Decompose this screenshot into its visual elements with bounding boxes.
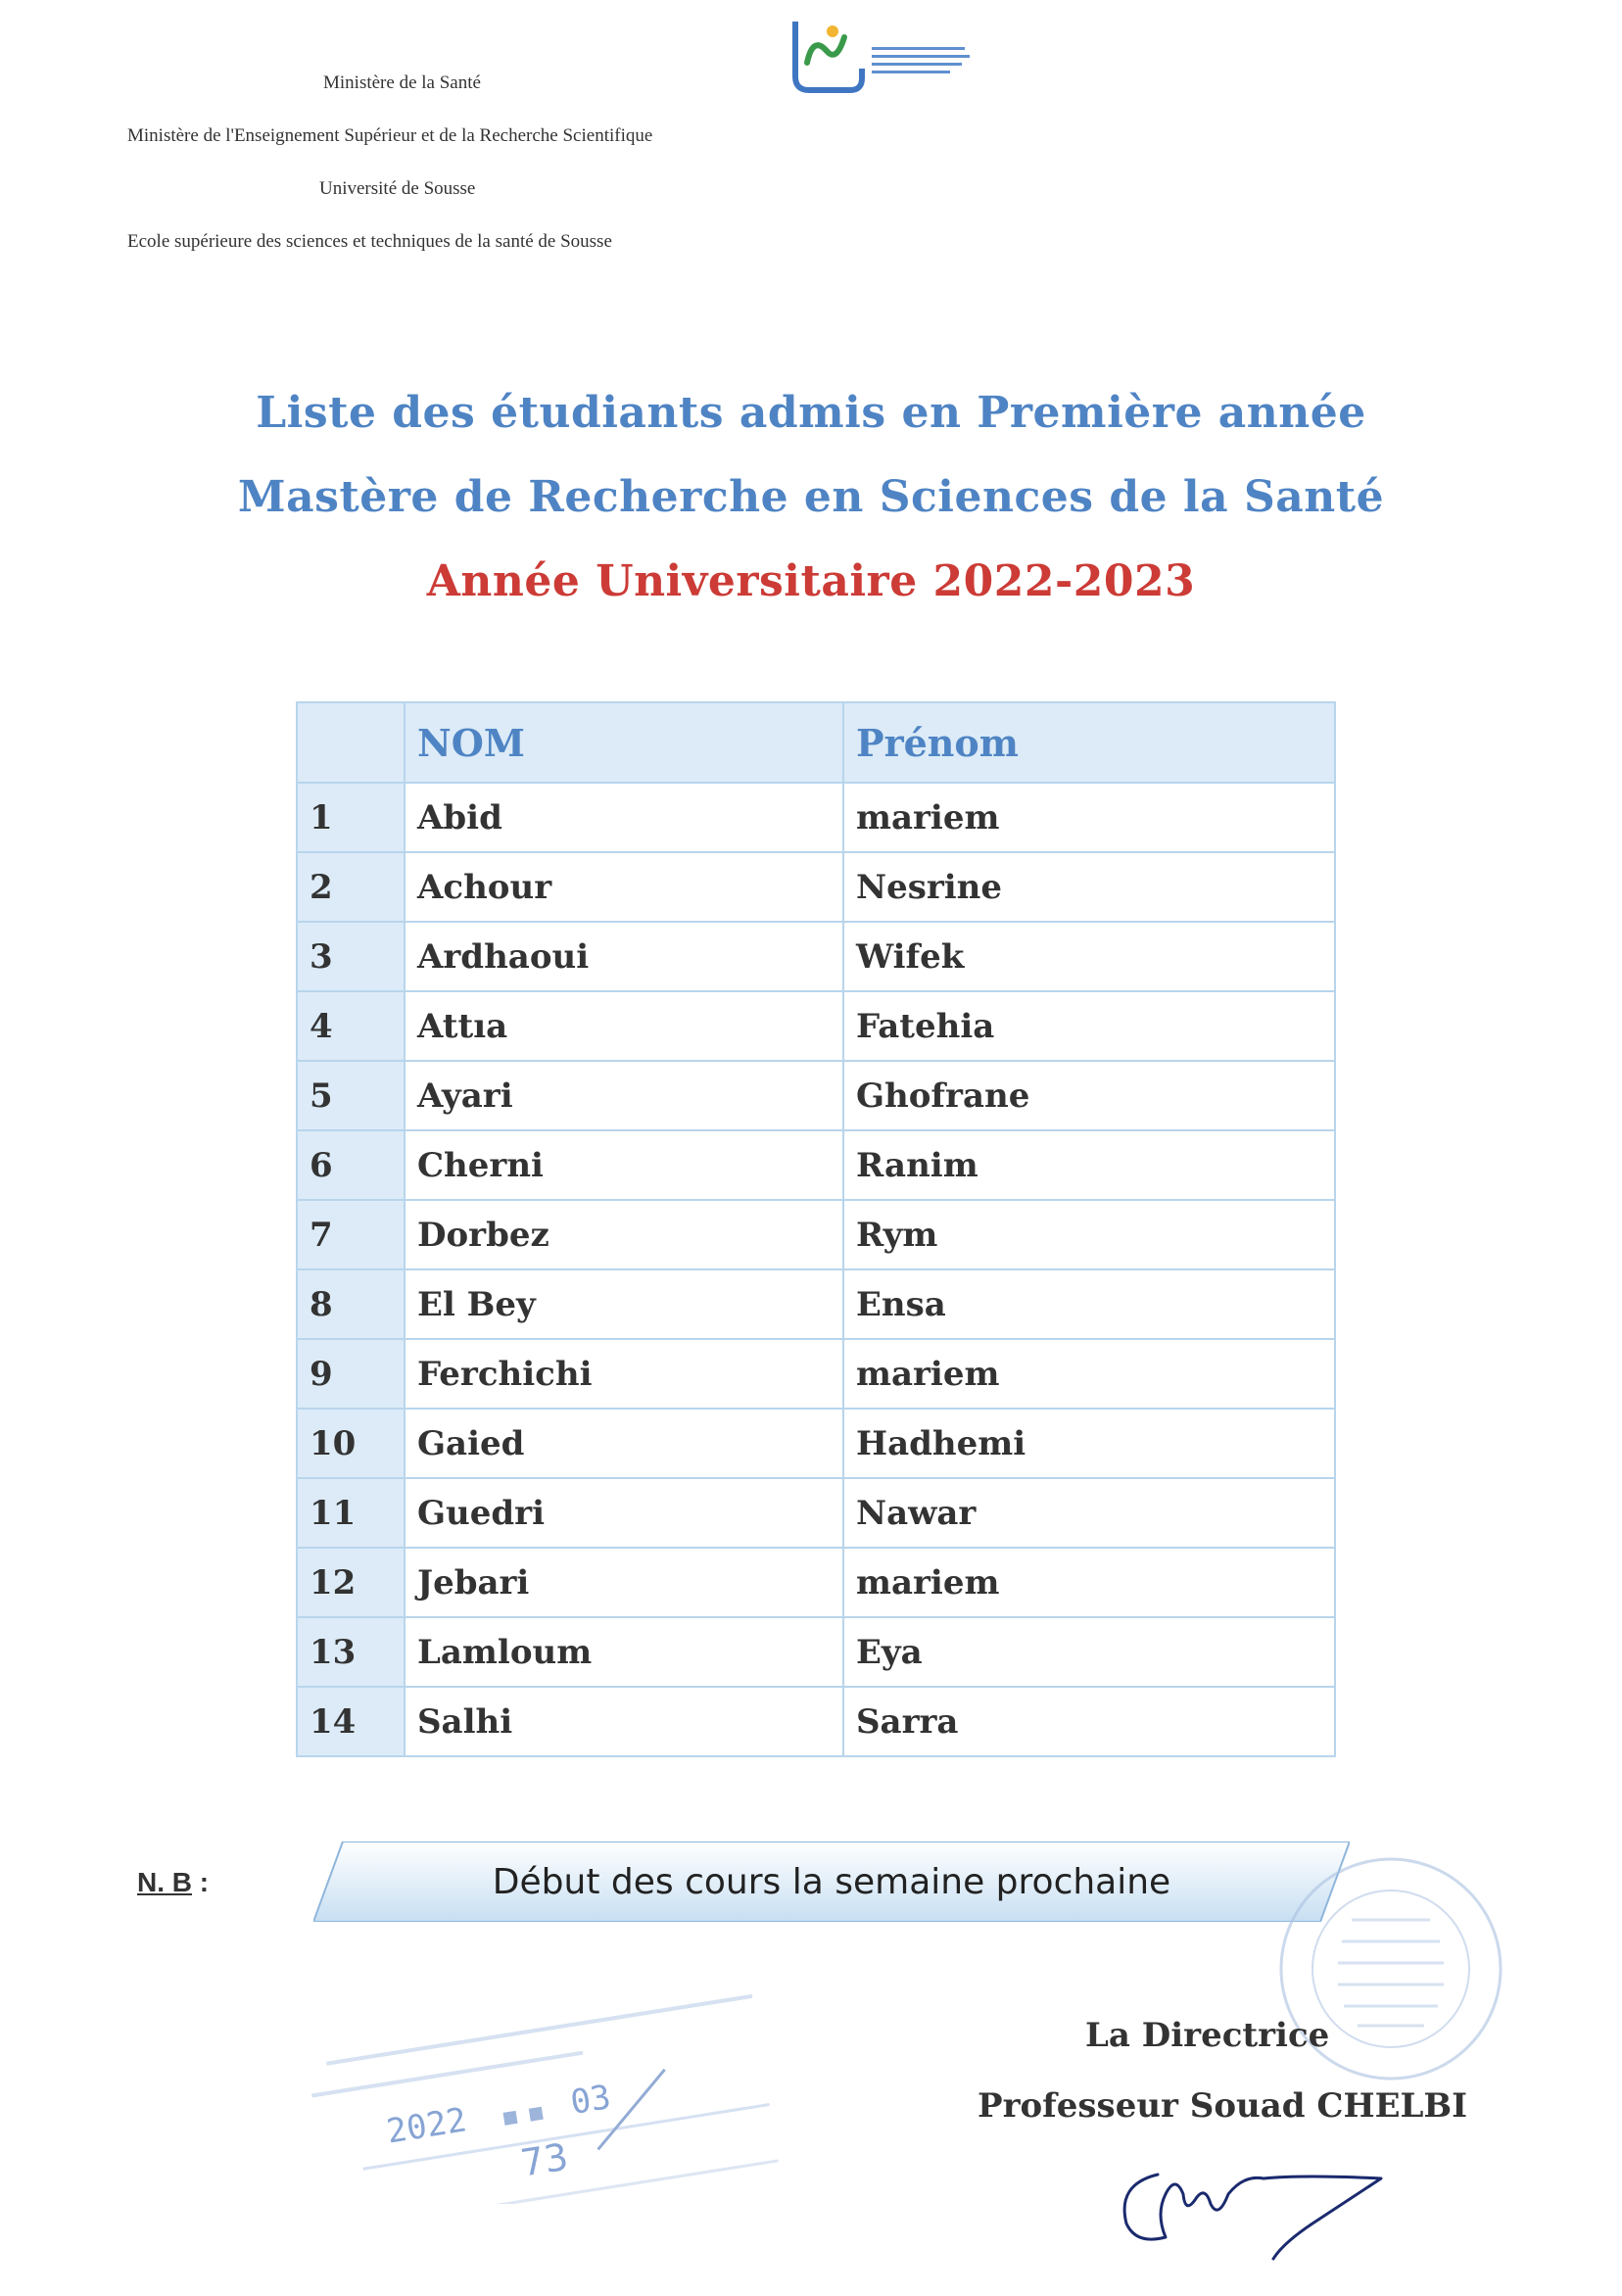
table-row <box>297 1061 1335 1130</box>
row-nom: Ardhaoui <box>405 922 843 991</box>
table-row <box>297 1548 1335 1617</box>
table-row <box>297 1478 1335 1548</box>
header-prenom: Prénom <box>843 702 1335 783</box>
signature-role: La Directrice <box>1085 2016 1330 2055</box>
signature-name: Professeur Souad CHELBI <box>978 2086 1468 2126</box>
row-nom: Lamloum <box>405 1617 843 1687</box>
row-number: 5 <box>297 1061 405 1130</box>
row-number: 6 <box>297 1130 405 1200</box>
header-num <box>297 702 405 783</box>
row-nom: Ayari <box>405 1061 843 1130</box>
stamp-month-marks: ■ ■ <box>501 2100 545 2130</box>
row-prenom: mariem <box>843 783 1335 852</box>
nb-label-text: N. B <box>137 1867 192 1897</box>
table-row <box>297 1200 1335 1269</box>
row-nom: Dorbez <box>405 1200 843 1269</box>
nb-separator: : <box>199 1867 210 1897</box>
title-master: Mastère de Recherche en Sciences de la Santé <box>237 472 1385 522</box>
table-row <box>297 852 1335 922</box>
row-prenom: Rym <box>843 1200 1335 1269</box>
row-number: 1 <box>297 783 405 852</box>
title-list: Liste des étudiants admis en Première année <box>256 388 1366 438</box>
row-nom: Abid <box>405 783 843 852</box>
row-nom: Jebari <box>405 1548 843 1617</box>
row-prenom: Eya <box>843 1617 1335 1687</box>
row-number: 12 <box>297 1548 405 1617</box>
table-row <box>297 1409 1335 1478</box>
stamp-day: 03 <box>567 2078 614 2123</box>
table-row <box>297 922 1335 991</box>
students-table <box>296 701 1336 1757</box>
row-prenom: Fatehia <box>843 991 1335 1061</box>
table-row <box>297 1687 1335 1756</box>
header-ministry-education: Ministère de l'Enseignement Supérieur et de la Recherche Scientifique <box>127 125 653 146</box>
note-text: Début des cours la semaine prochaine <box>492 1861 1171 1902</box>
date-stamp <box>294 1969 823 2204</box>
header-school: Ecole supérieure des sciences et techniques de la santé de Sousse <box>127 231 612 252</box>
stamp-year: 2022 <box>384 2100 470 2152</box>
row-number: 11 <box>297 1478 405 1548</box>
table-row <box>297 1269 1335 1339</box>
row-prenom: mariem <box>843 1548 1335 1617</box>
row-number: 7 <box>297 1200 405 1269</box>
stamp-number: 73 <box>517 2134 572 2185</box>
row-prenom: Wifek <box>843 922 1335 991</box>
row-prenom: Ranim <box>843 1130 1335 1200</box>
row-number: 2 <box>297 852 405 922</box>
row-nom: El Bey <box>405 1269 843 1339</box>
table-row <box>297 1339 1335 1409</box>
row-nom: Salhi <box>405 1687 843 1756</box>
row-prenom: Hadhemi <box>843 1409 1335 1478</box>
row-number: 13 <box>297 1617 405 1687</box>
row-prenom: mariem <box>843 1339 1335 1409</box>
table-row <box>297 1130 1335 1200</box>
row-nom: Cherni <box>405 1130 843 1200</box>
header-university: Université de Sousse <box>319 178 476 199</box>
row-nom: Gaied <box>405 1409 843 1478</box>
row-number: 9 <box>297 1339 405 1409</box>
row-number: 14 <box>297 1687 405 1756</box>
header-nom: NOM <box>405 702 843 783</box>
row-prenom: Ensa <box>843 1269 1335 1339</box>
header-ministry-health: Ministère de la Santé <box>323 72 481 93</box>
row-prenom: Sarra <box>843 1687 1335 1756</box>
row-nom: Ferchichi <box>405 1339 843 1409</box>
row-number: 10 <box>297 1409 405 1478</box>
row-prenom: Nawar <box>843 1478 1335 1548</box>
title-year: Année Universitaire 2022-2023 <box>426 556 1196 606</box>
row-number: 8 <box>297 1269 405 1339</box>
row-nom: Attıa <box>405 991 843 1061</box>
handwritten-signature <box>1097 2135 1410 2263</box>
row-prenom: Ghofrane <box>843 1061 1335 1130</box>
row-prenom: Nesrine <box>843 852 1335 922</box>
table-row <box>297 1617 1335 1687</box>
row-nom: Guedri <box>405 1478 843 1548</box>
table-header-row <box>297 702 1335 783</box>
row-number: 3 <box>297 922 405 991</box>
table-row <box>297 991 1335 1061</box>
row-nom: Achour <box>405 852 843 922</box>
table-row <box>297 783 1335 852</box>
nb-label <box>137 1867 209 1898</box>
row-number: 4 <box>297 991 405 1061</box>
school-logo <box>784 18 979 96</box>
